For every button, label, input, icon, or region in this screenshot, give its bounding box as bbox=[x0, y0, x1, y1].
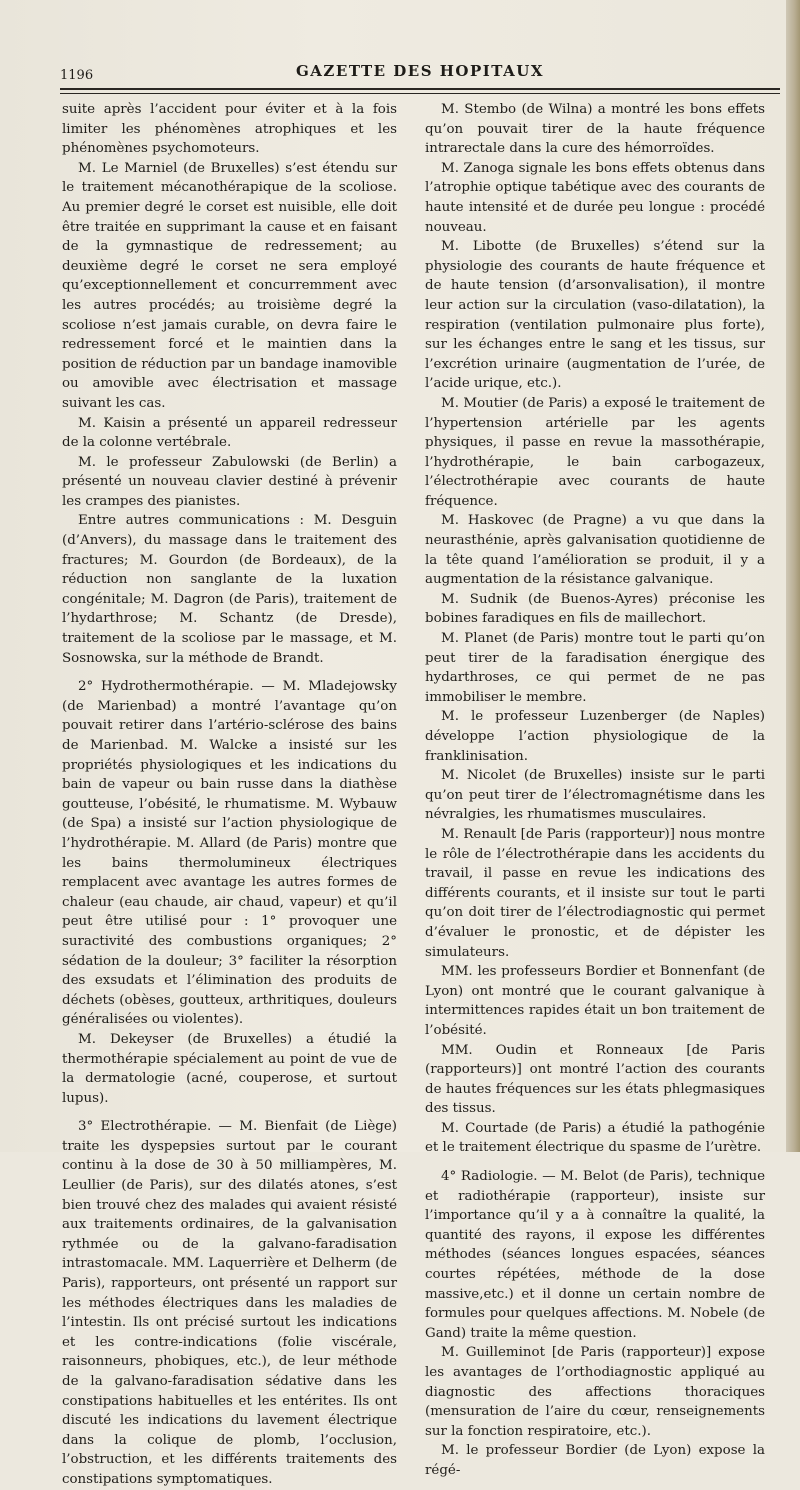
paragraph: M. Zanoga signale les bons effets obtenus dans l’atrophie optique tabétique avec des courants de haute intensité et de durée peu longue : procédé nouveau. bbox=[425, 160, 765, 235]
paragraph: MM. Oudin et Ronneaux [de Paris (rapporteurs)] ont montré l’action des courants de hautes fréquences sur les états phlegmasiques des tissus. bbox=[425, 1042, 765, 1117]
paragraph: M. Stembo (de Wilna) a montré les bons effets qu’on pouvait tirer de la haute fréquence intrarectale dans la cure des hémorroïdes. bbox=[425, 102, 765, 157]
paragraph: M. Haskovec (de Pragne) a vu que dans la neurasthénie, après galvanisation quotidienne de la tête quand l’amélioration se produit, il y a augmentation de la résistance galvanique. bbox=[425, 513, 765, 588]
paragraph: M. Kaisin a présenté un appareil redresseur de la colonne vertébrale. bbox=[62, 415, 397, 451]
page-number: 1196 bbox=[60, 68, 94, 83]
header-rule-thick bbox=[60, 88, 780, 90]
paragraph: M. le professeur Luzenberger (de Naples) développe l’action physiologique de la franklinisation. bbox=[425, 709, 765, 764]
right-column bbox=[425, 100, 765, 1481]
paragraph: M. Sudnik (de Buenos-Ayres) préconise les bobines faradiques en fils de maillechort. bbox=[425, 591, 765, 627]
paragraph: M. Renault [de Paris (rapporteur)] nous montre le rôle de l’électrothérapie dans les accidents du travail, il passe en revue les indications des différents courants, et il insiste sur tout le parti qu’on doit tirer de l’électrodiagnostic qui permet d’évaluer le pronostic, et de dépister les simulateurs. bbox=[425, 826, 765, 960]
left-column bbox=[62, 100, 397, 1490]
paragraph: suite après l’accident pour éviter et à la fois limiter les phénomènes atrophiques et les phénomènes psychomoteurs. bbox=[62, 102, 397, 157]
paragraph: 3° Electrothérapie. — M. Bienfait (de Liège) traite les dyspepsies surtout par le courant continu à la dose de 30 à 50 milliampères, M. Leullier (de Paris), sur des dilatés atones, s’est bien trouvé chez des malades qui avaient résisté aux traitements ordinaires, de la galvanisation rythmée ou de la galvano-faradisation intrastomacale. MM. Laquerrière et Delherm (de Paris), rapporteurs, ont présenté un rapport sur les méthodes électriques dans les maladies de l’intestin. Ils ont précisé surtout les indications et les contre-indications (folie viscérale, raisonneurs, phobiques, etc.), de leur méthode de la galvano-faradisation sédative dans les constipations habituelles et les entérites. Ils ont discuté les indications du lavement électrique dans la colique de plomb, l’occlusion, l’obstruction, et les différents traitements des constipations symptomatiques. bbox=[62, 1119, 397, 1487]
paragraph: MM. les professeurs Bordier et Bonnenfant (de Lyon) ont montré que le courant galvanique à intermittences rapides était un bon traitement de l’obésité. bbox=[425, 964, 765, 1038]
paragraph: M. Nicolet (de Bruxelles) insiste sur le parti qu’on peut tirer de l’électromagnétisme dans les névralgies, les rhumatismes musculaires. bbox=[425, 768, 765, 823]
paragraph: M. Le Marniel (de Bruxelles) s’est étendu sur le traitement mécanothérapique de la scoliose. Au premier degré le corset est nuisible, elle doit être traitée en supprimant la cause et en faisant de la gymnastique de redressement; au deuxième degré le corset ne sera employé qu’exceptionnellement et concurremment avec les autres procédés; au troisième degré la scoliose n’est jamais curable, on devra faire le redressement forcé et le maintien dans la position de réduction par un bandage inamovible ou amovible avec électrisation et massage suivant les cas. bbox=[62, 160, 397, 411]
paragraph: M. le professeur Bordier (de Lyon) expose la régé- bbox=[425, 1443, 765, 1478]
paragraph: M. Moutier (de Paris) a exposé le traitement de l’hypertension artérielle par les agents physiques, il passe en revue la massothérapie, l’hydrothérapie, le bain carbogazeux, l’électrothérapie avec courants de haute fréquence. bbox=[425, 395, 765, 509]
paragraph: M. Guilleminot [de Paris (rapporteur)] expose les avantages de l’orthodiagnostic appliqué au diagnostic des affections thoraciques (mensuration de l’aire du cœur, renseignements sur la fonction respiratoire, etc.). bbox=[425, 1345, 765, 1439]
paragraph: M. Libotte (de Bruxelles) s’étend sur la physiologie des courants de haute fréquence et de haute tension (d’arsonvalisation), il montre leur action sur la circulation (vaso-dilatation), la respiration (ventilation pulmonaire plus forte), sur les échanges entre le sang et les tissus, sur l’excrétion urinaire (augmentation de l’urée, de l’acide urique, etc.). bbox=[425, 239, 765, 392]
paragraph: M. le professeur Zabulowski (de Berlin) a présenté un nouveau clavier destiné à prévenir les crampes des pianistes. bbox=[62, 454, 397, 509]
paragraph: M. Planet (de Paris) montre tout le parti qu’on peut tirer de la faradisation énergique des hydarthroses, ce qui permet de ne pas immobiliser le membre. bbox=[425, 631, 765, 705]
paragraph: 4° Radiologie. — M. Belot (de Paris), technique et radiothérapie (rapporteur), insiste sur l’importance qu’il y a à connaître la qualité, la quantité des rayons, il expose les différentes méthodes (séances longues espacées, séances courtes répétées, méthode de la dose massive,etc.) et il donne un certain nombre de formules pour quelques affections. M. Nobele (de Gand) traite la même question. bbox=[425, 1169, 765, 1341]
paragraph: 2° Hydrothermothérapie. — M. Mladejowsky (de Marienbad) a montré l’avantage qu’on pouvait retirer dans l’artério-sclérose des bains de Marienbad. M. Walcke a insisté sur les propriétés physiologiques et les indications du bain de vapeur ou bain russe dans la diathèse goutteuse, l’obésité, le rhumatisme. M. Wybauw (de Spa) a insisté sur l’action physiologique de l’hydrothérapie. M. Allard (de Paris) montre que les bains thermolumineux électriques remplacent avec avantage les autres formes de chaleur (eau chaude, air chaud, vapeur) et qu’il peut être utilisé pour : 1° provoquer une suractivité des combustions organiques; 2° sédation de la douleur; 3° faciliter la résorption des exsudats et l’élimination des produits de déchets (obèses, goutteux, arthritiques, douleurs généralisées ou violentes). bbox=[62, 679, 397, 1028]
journal-title: GAZETTE DES HOPITAUX bbox=[295, 62, 544, 80]
paragraph: M. Courtade (de Paris) a étudié la pathogénie et le traitement électrique du spasme de l’urètre. bbox=[425, 1120, 765, 1156]
page-edge bbox=[786, 0, 800, 1152]
paragraph: Entre autres communications : M. Desguin (d’Anvers), du massage dans le traitement des fractures; M. Gourdon (de Bordeaux), de la réduction non sanglante de la luxation congénitale; M. Dagron (de Paris), traitement de l’hydarthrose; M. Schantz (de Dresde), traitement de la scoliose par le massage, et M. Sosnowska, sur la méthode de Brandt. bbox=[62, 513, 397, 666]
paragraph: M. Dekeyser (de Bruxelles) a étudié la thermothérapie spécialement au point de vue de la dermatologie (acné, couperose, et surtout lupus). bbox=[62, 1031, 397, 1106]
header-rule-thin bbox=[60, 93, 780, 94]
page-header bbox=[60, 60, 780, 86]
